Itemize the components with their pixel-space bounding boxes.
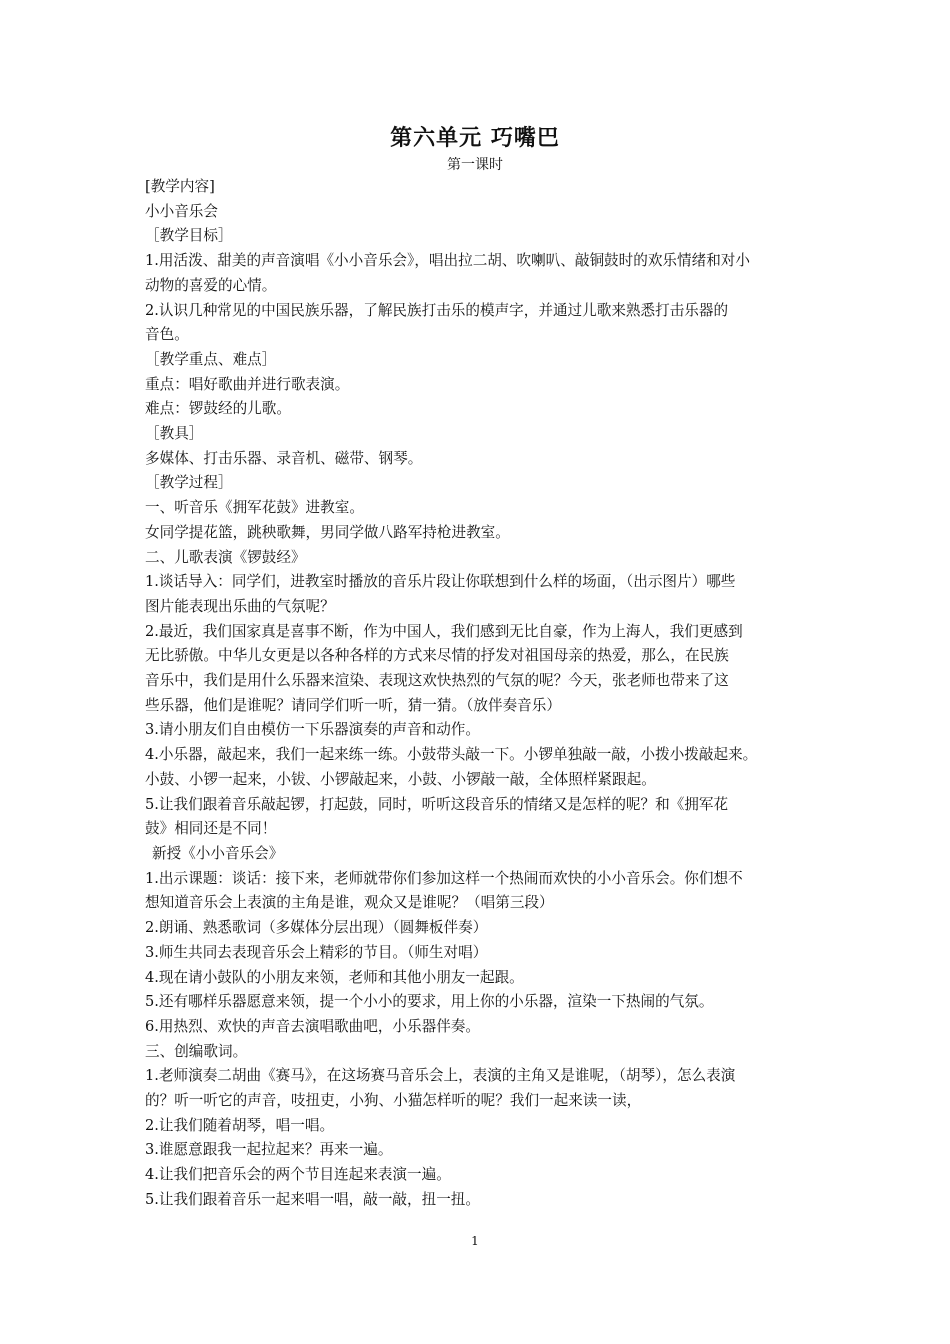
body-line: [教学内容] bbox=[145, 178, 215, 195]
body-line: 4.小乐器，敲起来，我们一起来练一练。小鼓带头敲一下。小锣单独敲一敲，小拨小拨敲起来。 bbox=[145, 746, 758, 764]
body-line: 动物的喜爱的心情。 bbox=[145, 276, 277, 294]
body-line: 一、听音乐《拥军花鼓》进教室。 bbox=[145, 499, 364, 517]
body-line: 2.认识几种常见的中国民族乐器，了解民族打击乐的模声字，并通过儿歌来熟悉打击乐器的 bbox=[145, 301, 729, 319]
body-line: 1.老师演奏二胡曲《赛马》，在这场赛马音乐会上，表演的主角又是谁呢，（胡琴），怎么表演 bbox=[145, 1067, 736, 1085]
body-line: 1.谈话导入：同学们，进教室时播放的音乐片段让你联想到什么样的场面，（出示图片）哪些 bbox=[145, 573, 736, 591]
body-line: ［教学目标］ bbox=[145, 227, 233, 245]
body-line: 1.出示课题：谈话：接下来，老师就带你们参加这样一个热闹而欢快的小小音乐会。你们想不 bbox=[145, 869, 743, 887]
body-line: 无比骄傲。中华儿女更是以各种各样的方式来尽情的抒发对祖国母亲的热爱，那么，在民族 bbox=[145, 647, 729, 665]
body-line: 小鼓、小锣一起来，小钹、小锣敲起来，小鼓、小锣敲一敲，全体照样紧跟起。 bbox=[145, 770, 656, 788]
body-line: 1.用活泼、甜美的声音演唱《小小音乐会》，唱出拉二胡、吹喇叭、敲铜鼓时的欢乐情绪和对小 bbox=[145, 252, 750, 270]
body-line: ［教学过程］ bbox=[145, 474, 233, 492]
body-line: ［教具］ bbox=[145, 425, 204, 443]
body-line: 鼓》相同还是不同！ bbox=[145, 820, 277, 838]
body-line: 2.最近，我们国家真是喜事不断，作为中国人，我们感到无比自豪，作为上海人，我们更感到 bbox=[145, 622, 743, 640]
body-line: 4.让我们把音乐会的两个节目连起来表演一遍。 bbox=[145, 1166, 451, 1184]
body-line: ［教学重点、难点］ bbox=[145, 350, 277, 368]
body-line: 3.请小朋友们自由模仿一下乐器演奏的声音和动作。 bbox=[145, 721, 480, 739]
body-line: 想知道音乐会上表演的主角是谁，观众又是谁呢？（唱第三段） bbox=[145, 894, 554, 912]
body-line: 三、创编歌词。 bbox=[145, 1042, 248, 1060]
document-subtitle: 第一课时 bbox=[447, 157, 503, 173]
body-line: 3.师生共同去表现音乐会上精彩的节目。（师生对唱） bbox=[145, 943, 488, 961]
body-line: 音乐中，我们是用什么乐器来渲染、表现这欢快热烈的气氛的呢？今天，张老师也带来了这 bbox=[145, 672, 729, 690]
body-line: 2.让我们随着胡琴，唱一唱。 bbox=[145, 1116, 335, 1134]
body-line: 6.用热烈、欢快的声音去演唱歌曲吧，小乐器伴奏。 bbox=[145, 1017, 480, 1035]
body-line: 小小音乐会 bbox=[145, 202, 218, 220]
body-line: 的？听一听它的声音，吱扭吏，小狗、小猫怎样听的呢？我们一起来读一读， bbox=[145, 1092, 642, 1110]
body-line: 重点：唱好歌曲并进行歌表演。 bbox=[145, 375, 350, 393]
body-line: 5.让我们跟着音乐敲起锣，打起鼓，同时，听听这段音乐的情绪又是怎样的呢？和《拥军花 bbox=[145, 795, 729, 813]
document-body bbox=[145, 175, 813, 1213]
body-line: 4.现在请小鼓队的小朋友来领，老师和其他小朋友一起跟。 bbox=[145, 968, 524, 986]
body-line: 图片能表现出乐曲的气氛呢？ bbox=[145, 597, 335, 615]
body-line: 难点：锣鼓经的儿歌。 bbox=[145, 400, 291, 418]
body-line: 5.让我们跟着音乐一起来唱一唱，敲一敲，扭一扭。 bbox=[145, 1190, 480, 1208]
body-line: 二、儿歌表演《锣鼓经》 bbox=[145, 548, 306, 566]
body-line: 音色。 bbox=[145, 326, 189, 344]
body-line: 3.谁愿意跟我一起拉起来？再来一遍。 bbox=[145, 1141, 393, 1159]
document-title: 第六单元 巧嘴巴 bbox=[390, 125, 560, 151]
body-line: 2.朗诵、熟悉歌词（多媒体分层出现）（圆舞板伴奏） bbox=[145, 919, 488, 937]
body-line: 新授《小小音乐会》 bbox=[152, 844, 284, 862]
body-line: 多媒体、打击乐器、录音机、磁带、钢琴。 bbox=[145, 449, 423, 467]
body-line: 女同学提花篮，跳秧歌舞，男同学做八路军持枪进教室。 bbox=[145, 523, 510, 541]
body-line: 5.还有哪样乐器愿意来领，提一个小小的要求，用上你的小乐器，渲染一下热闹的气氛。 bbox=[145, 993, 714, 1011]
body-line: 些乐器，他们是谁呢？请同学们听一听，猜一猜。（放伴奏音乐） bbox=[145, 696, 561, 714]
page-number: 1 bbox=[471, 1234, 479, 1248]
